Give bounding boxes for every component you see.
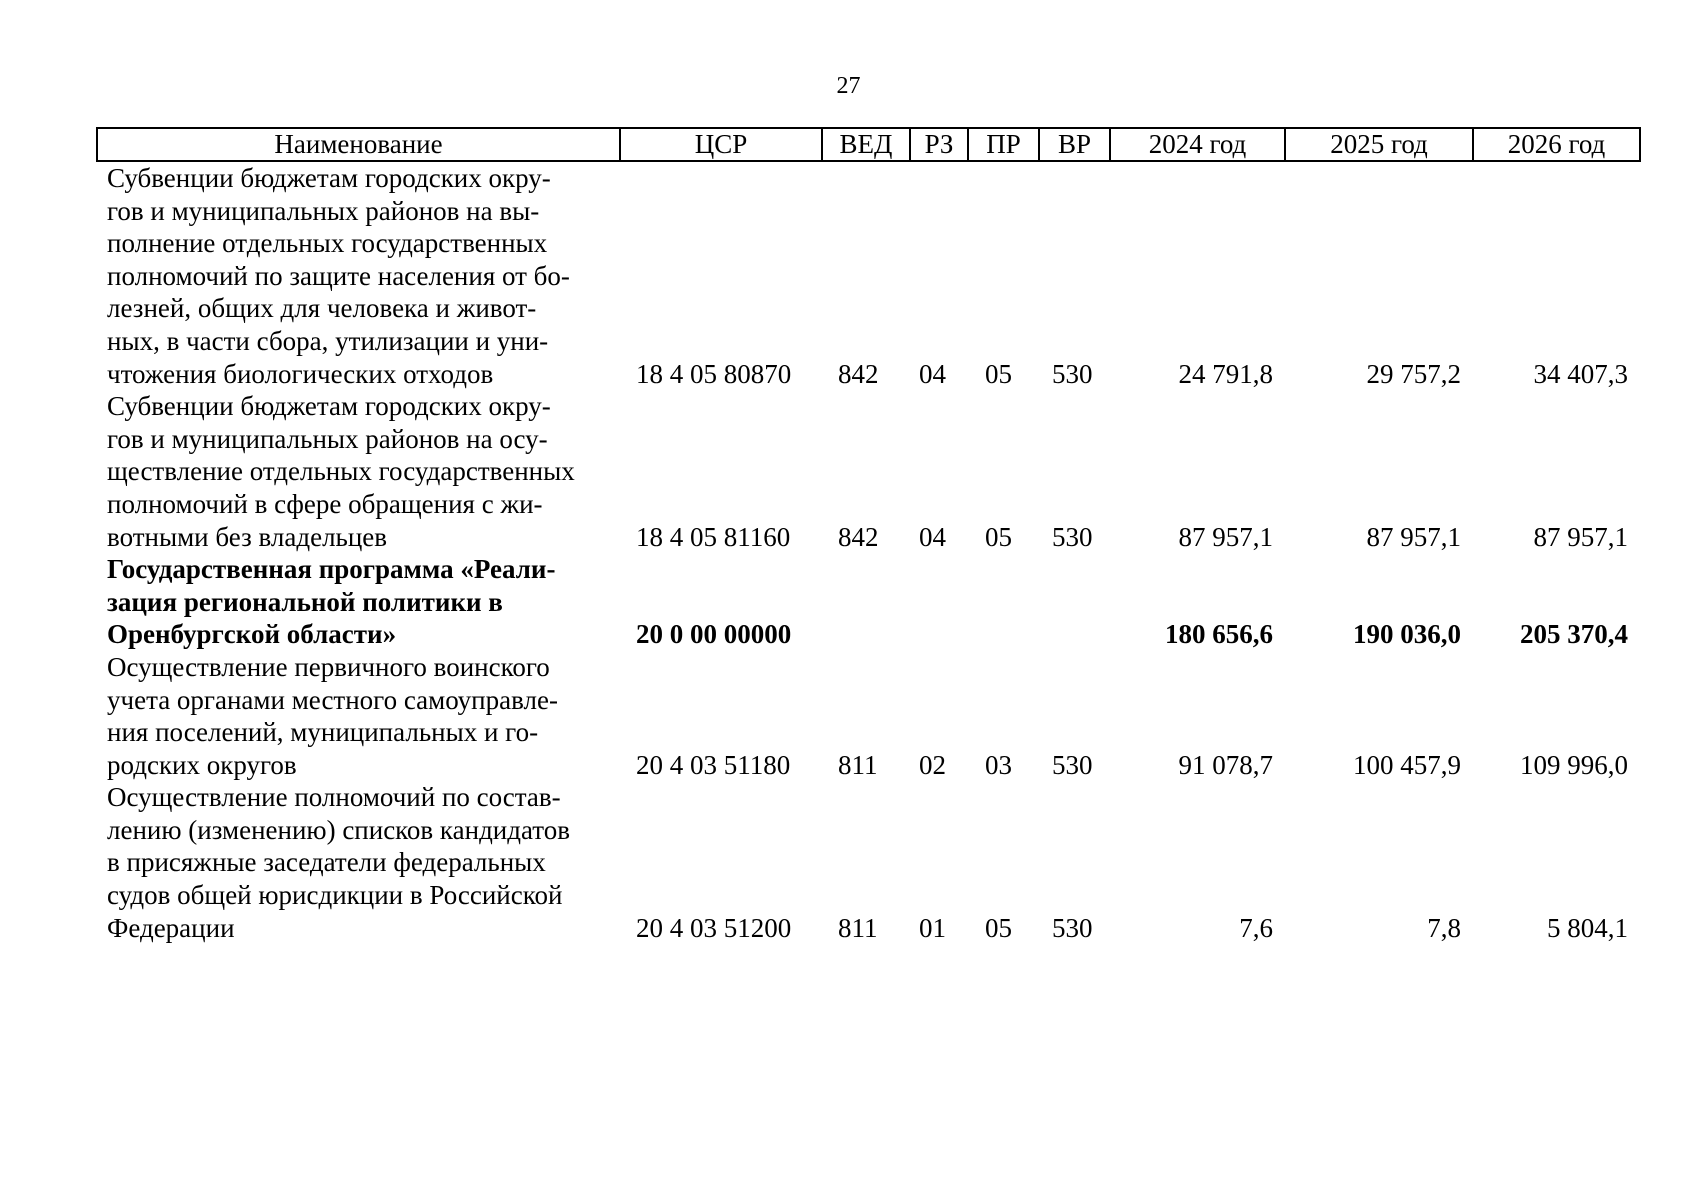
- row-name-line: гов и муниципальных районов на осу-: [107, 423, 548, 454]
- row-ved: 811: [838, 749, 878, 780]
- row-name-line: Осуществление первичного воинского: [107, 651, 550, 682]
- row-csr: 20 0 00 00000: [636, 619, 792, 650]
- row-name-line: полнение отдельных государственных: [107, 228, 548, 259]
- row-csr: 18 4 05 81160: [636, 521, 791, 552]
- row-pr: 05: [985, 912, 1012, 943]
- row-ved: [822, 553, 910, 651]
- row-name: [97, 781, 620, 944]
- row-rz: [910, 553, 968, 651]
- row-vr: 530: [1052, 358, 1093, 389]
- row-csr: 20 4 03 51180: [636, 749, 791, 780]
- row-pr: [968, 553, 1039, 651]
- row-vr: 530: [1052, 749, 1093, 780]
- row-pr: 03: [985, 749, 1012, 780]
- row-name-line: Осуществление полномочий по состав-: [107, 782, 561, 813]
- table-row-program-total: [97, 553, 1640, 651]
- row-name-line: зация региональной политики в: [107, 586, 503, 617]
- row-name: [97, 553, 620, 651]
- budget-table: [96, 127, 1641, 944]
- row-name-line: ществление отдельных государственных: [107, 456, 575, 487]
- row-2025: 100 457,9: [1353, 749, 1461, 780]
- row-name-line: ния поселений, муниципальных и го-: [107, 717, 539, 748]
- row-name: [97, 390, 620, 553]
- row-rz: 01: [919, 912, 946, 943]
- row-2025: 87 957,1: [1366, 521, 1461, 552]
- header-2026: 2026 год: [1473, 128, 1640, 161]
- row-name-line: Государственная программа «Реали-: [107, 554, 556, 585]
- table-row: [97, 161, 1640, 390]
- table-row: [97, 781, 1640, 944]
- row-2026: 5 804,1: [1547, 912, 1628, 943]
- row-name-line: полномочий в сфере обращения с жи-: [107, 488, 543, 519]
- row-name: [97, 651, 620, 781]
- table-header-row: [97, 128, 1640, 161]
- header-name: Наименование: [97, 128, 620, 161]
- row-csr: 18 4 05 80870: [636, 358, 792, 389]
- row-name-line: судов общей юрисдикции в Российской: [107, 880, 563, 911]
- header-2024: 2024 год: [1110, 128, 1285, 161]
- table-row: [97, 651, 1640, 781]
- row-2024: 87 957,1: [1178, 521, 1273, 552]
- header-2025: 2025 год: [1285, 128, 1473, 161]
- row-name-line: гов и муниципальных районов на вы-: [107, 195, 540, 226]
- row-name-line: родских округов: [107, 749, 297, 780]
- row-name-line: Федерации: [107, 912, 235, 943]
- row-name-line: лению (изменению) списков кандидатов: [107, 814, 570, 845]
- header-pr: ПР: [968, 128, 1039, 161]
- row-rz: 04: [919, 521, 946, 552]
- header-csr: ЦСР: [620, 128, 822, 161]
- row-2026: 87 957,1: [1533, 521, 1628, 552]
- row-name-line: вотными без владельцев: [107, 521, 388, 552]
- row-2026: 34 407,3: [1533, 358, 1628, 389]
- row-pr: 05: [985, 521, 1012, 552]
- page-number: 27: [836, 73, 861, 99]
- row-name-line: лезней, общих для человека и живот-: [107, 293, 537, 324]
- row-pr: 05: [985, 358, 1012, 389]
- header-ved: ВЕД: [822, 128, 910, 161]
- row-csr: 20 4 03 51200: [636, 912, 792, 943]
- table-row: [97, 390, 1640, 553]
- row-2025: 7,8: [1427, 912, 1461, 943]
- row-name-line: ных, в части сбора, утилизации и уни-: [107, 325, 549, 356]
- row-rz: 02: [919, 749, 946, 780]
- row-2025: 29 757,2: [1366, 358, 1461, 389]
- row-name-line: учета органами местного самоуправле-: [107, 684, 558, 715]
- row-name-line: полномочий по защите населения от бо-: [107, 260, 570, 291]
- row-name-line: Субвенции бюджетам городских окру-: [107, 391, 551, 422]
- row-name-line: чтожения биологических отходов: [107, 358, 494, 389]
- row-ved: 842: [838, 521, 879, 552]
- header-vr: ВР: [1039, 128, 1110, 161]
- row-2026: 109 996,0: [1520, 749, 1628, 780]
- row-ved: 811: [838, 912, 878, 943]
- header-rz: РЗ: [910, 128, 968, 161]
- row-name-line: Субвенции бюджетам городских окру-: [107, 163, 551, 193]
- row-2025: 190 036,0: [1353, 619, 1461, 650]
- row-vr: [1039, 553, 1110, 651]
- row-vr: 530: [1052, 521, 1093, 552]
- row-2024: 24 791,8: [1178, 358, 1273, 389]
- row-2024: 180 656,6: [1165, 619, 1273, 650]
- row-2026: 205 370,4: [1520, 619, 1628, 650]
- row-ved: 842: [838, 358, 879, 389]
- row-name-line: в присяжные заседатели федеральных: [107, 847, 546, 878]
- row-2024: 91 078,7: [1178, 749, 1273, 780]
- row-2024: 7,6: [1239, 912, 1273, 943]
- row-name: [97, 161, 620, 390]
- row-name-line: Оренбургской области»: [107, 619, 397, 650]
- row-rz: 04: [919, 358, 946, 389]
- row-vr: 530: [1052, 912, 1093, 943]
